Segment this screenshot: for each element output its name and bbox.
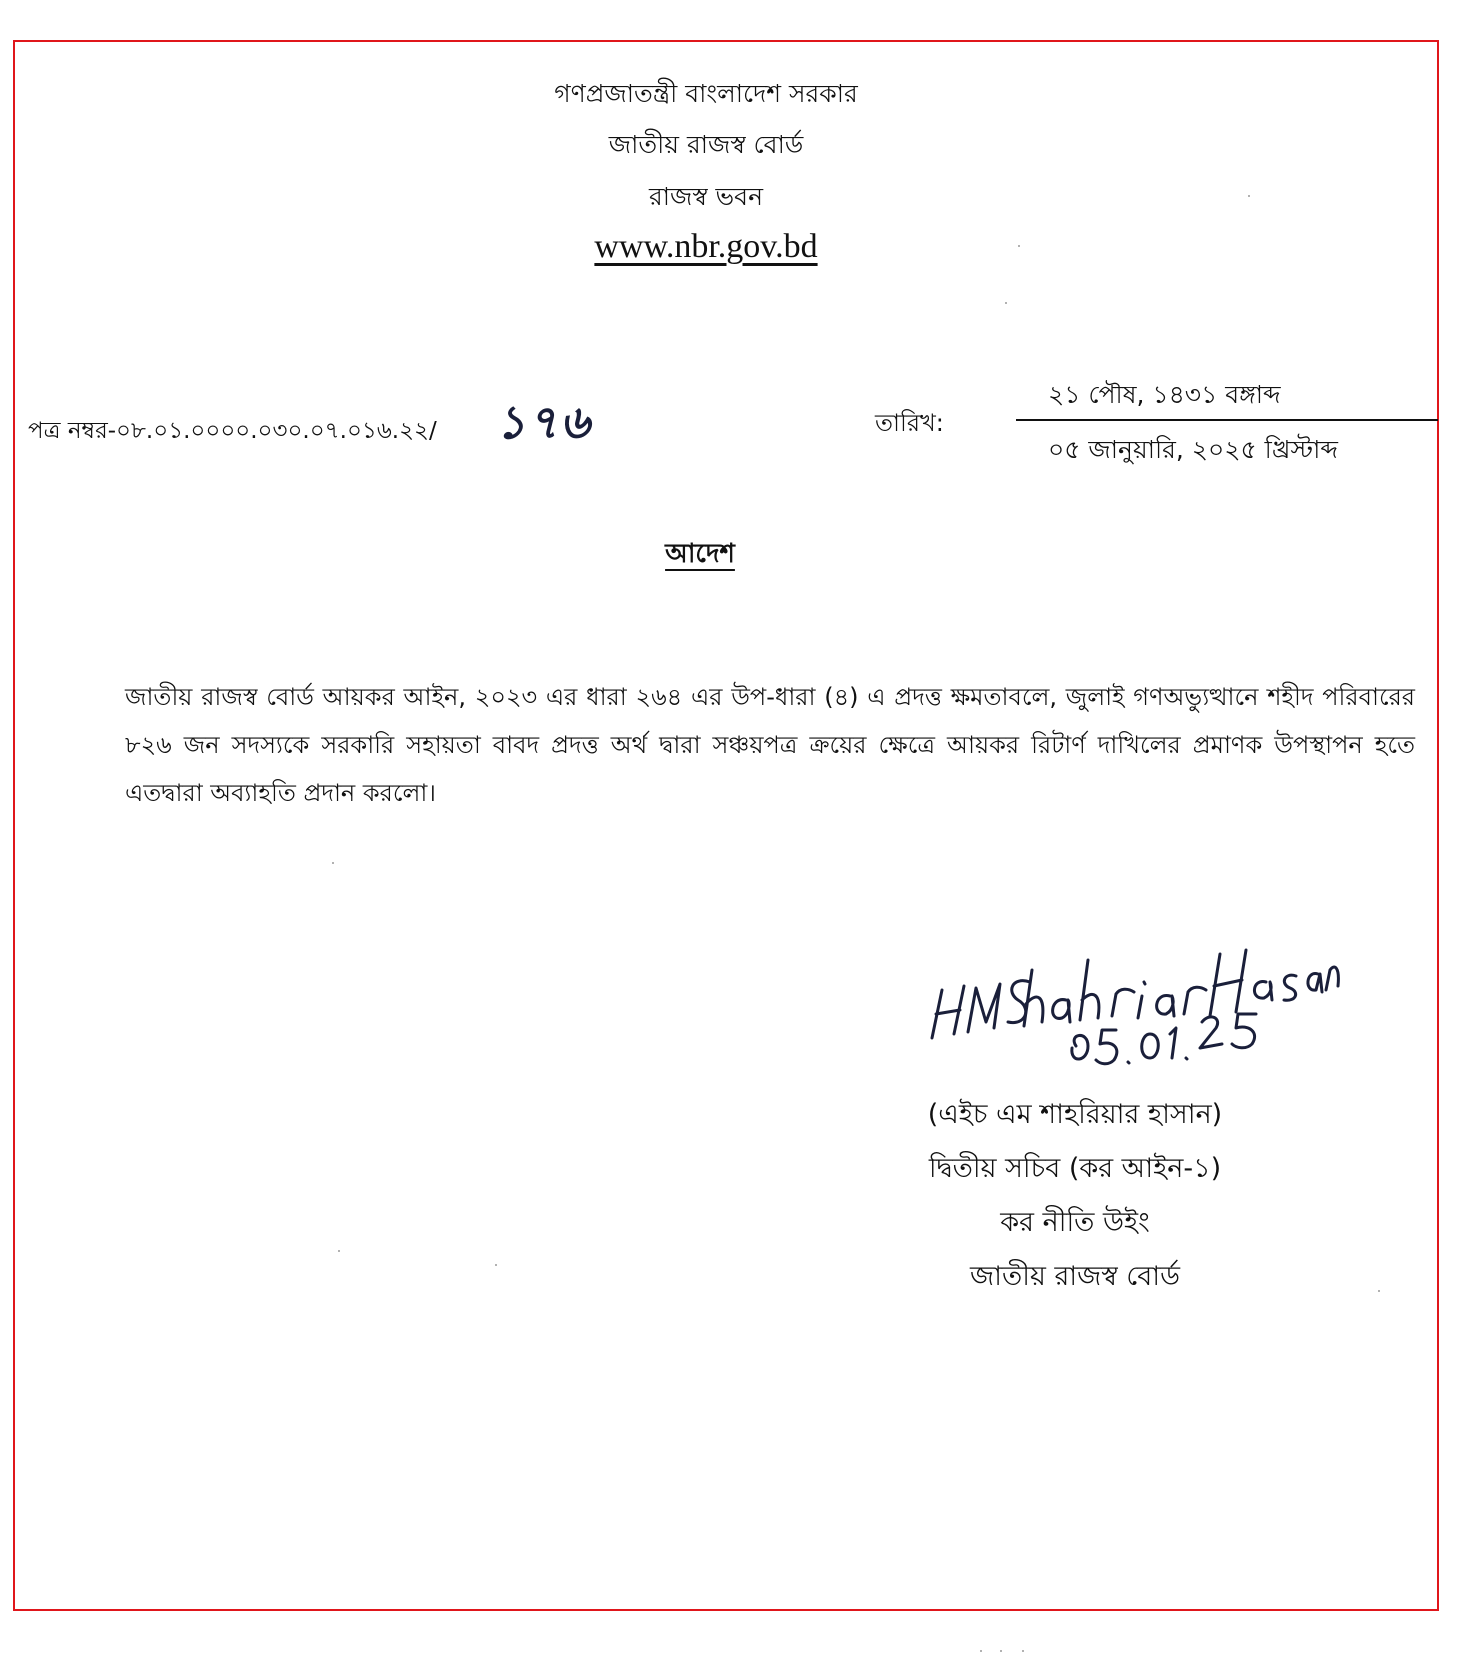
scan-speck [1248, 195, 1250, 197]
scan-speck [1378, 1290, 1380, 1292]
reference-number-label: পত্র নম্বর-০৮.০১.০০০০.০৩০.০৭.০১৬.২২/ [28, 418, 437, 444]
scan-speck [1018, 245, 1020, 247]
government-heading: গণপ্রজাতন্ত্রী বাংলাদেশ সরকার [554, 79, 858, 108]
website-link[interactable]: www.nbr.gov.bd [594, 228, 818, 265]
signatory-name: (এইচ এম শাহরিয়ার হাসান) [927, 1099, 1223, 1130]
scan-speck [1022, 1650, 1024, 1652]
scan-speck [332, 862, 334, 864]
date-divider [1016, 419, 1438, 421]
scan-speck [338, 1250, 340, 1252]
building-heading: রাজস্ব ভবন [649, 182, 763, 211]
signatory-office: জাতীয় রাজস্ব বোর্ড [970, 1261, 1180, 1292]
scan-speck [495, 1264, 497, 1266]
handwritten-signature [920, 930, 1340, 1070]
scan-speck [980, 1650, 982, 1652]
handwritten-reference-number: ১৭৬ [496, 395, 592, 449]
order-title: আদেশ [665, 539, 735, 569]
signatory-wing: কর নীতি উইং [1000, 1207, 1150, 1238]
signatory-designation: দ্বিতীয় সচিব (কর আইন-১) [928, 1153, 1222, 1184]
board-heading: জাতীয় রাজস্ব বোর্ড [608, 130, 804, 159]
order-body: জাতীয় রাজস্ব বোর্ড আয়কর আইন, ২০২৩ এর ধারা ২৬৪ এর উপ-ধারা (৪) এ প্রদত্ত ক্ষমতাবলে, জুলাই গণঅভ্যুত্থানে শহীদ পরিবারের ৮২৬ জন সদস্যকে সরকারি সহায়তা বাবদ প্রদত্ত অর্থ দ্বারা সঞ্চয়পত্র ক্রয়ের ক্ষেত্রে আয়কর রিটার্ণ দাখিলের প্রমাণক উপস্থাপন হতে এতদ্বারা অব্যাহতি প্রদান করলো। [125, 683, 1415, 807]
date-label: তারিখ: [875, 409, 944, 437]
date-gregorian: ০৫ জানুয়ারি, ২০২৫ খ্রিস্টাব্দ [1048, 435, 1338, 464]
scan-speck [1000, 1650, 1002, 1652]
date-bengali: ২১ পৌষ, ১৪৩১ বঙ্গাব্দ [1048, 380, 1281, 409]
signatory-block [860, 1088, 1290, 1304]
scan-speck [1005, 302, 1007, 304]
page-border [13, 40, 1439, 1611]
